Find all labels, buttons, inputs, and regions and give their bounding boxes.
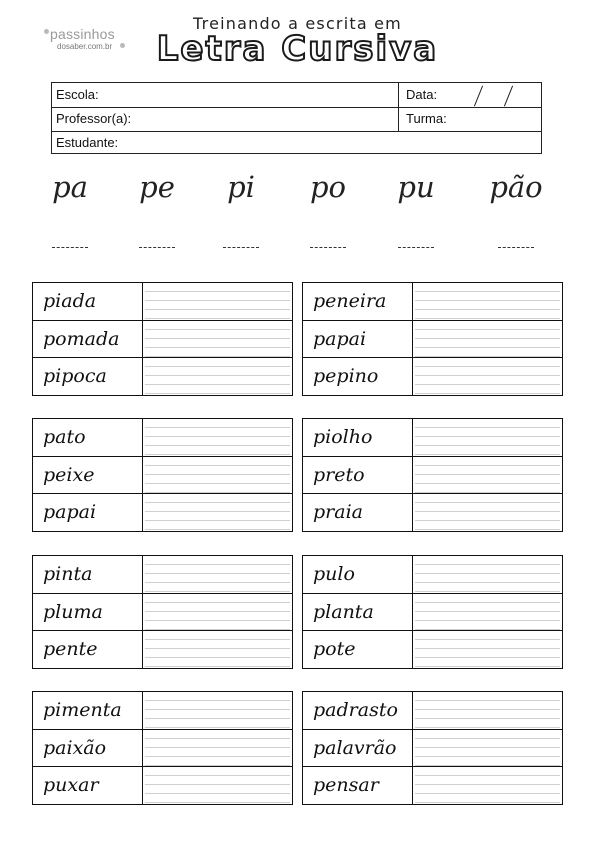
- syllable: pi: [227, 170, 255, 204]
- word-label: pinta: [33, 556, 143, 593]
- word-label: piolho: [303, 419, 413, 456]
- word-row: [303, 456, 562, 494]
- syllable-row: [0, 170, 595, 220]
- word-label: pote: [303, 631, 413, 668]
- date-label: Data:: [406, 87, 438, 102]
- word-label: papai: [303, 321, 413, 358]
- writing-lines[interactable]: [145, 594, 290, 631]
- word-row: [303, 692, 562, 729]
- word-row: [33, 493, 292, 531]
- word-box: [302, 555, 563, 669]
- writing-lines[interactable]: [145, 494, 290, 531]
- writing-lines[interactable]: [145, 692, 290, 729]
- info-row-school: [52, 83, 541, 108]
- word-label: peixe: [33, 457, 143, 494]
- page-title: Letra Cursiva: [156, 29, 439, 69]
- writing-lines[interactable]: [145, 321, 290, 358]
- syllable-tracing-line: [52, 247, 88, 248]
- writing-lines[interactable]: [415, 556, 560, 593]
- word-row: [303, 357, 562, 395]
- word-label: pulo: [303, 556, 413, 593]
- syllable-tracing-line: [398, 247, 434, 248]
- word-label: padrasto: [303, 692, 413, 729]
- writing-lines[interactable]: [145, 631, 290, 668]
- word-label: praia: [303, 494, 413, 531]
- info-divider: [398, 83, 399, 131]
- school-label: Escola:: [56, 87, 99, 102]
- syllable-tracing-line: [310, 247, 346, 248]
- writing-lines[interactable]: [415, 594, 560, 631]
- word-label: pensar: [303, 767, 413, 804]
- logo-domain: dosaber.com.br: [57, 42, 113, 51]
- writing-lines[interactable]: [415, 283, 560, 320]
- writing-lines[interactable]: [415, 631, 560, 668]
- class-label: Turma:: [406, 111, 447, 126]
- logo-name: passinhos: [50, 26, 115, 42]
- writing-lines[interactable]: [415, 730, 560, 767]
- word-box: [302, 282, 563, 396]
- word-label: pipoca: [33, 358, 143, 395]
- word-row: [303, 556, 562, 593]
- word-row: [33, 692, 292, 729]
- logo: [44, 26, 130, 56]
- writing-lines[interactable]: [145, 730, 290, 767]
- syllable-tracing-line: [223, 247, 259, 248]
- word-box: [302, 418, 563, 532]
- word-label: paixão: [33, 730, 143, 767]
- writing-lines[interactable]: [145, 358, 290, 395]
- word-box: [32, 418, 293, 532]
- syllable: pe: [139, 170, 175, 204]
- word-row: [33, 283, 292, 320]
- logo-dot: [44, 29, 49, 34]
- word-label: puxar: [33, 767, 143, 804]
- word-label: pato: [33, 419, 143, 456]
- writing-lines[interactable]: [145, 767, 290, 804]
- word-row: [303, 729, 562, 767]
- syllable-tracing-line: [139, 247, 175, 248]
- word-row: [33, 556, 292, 593]
- word-label: pimenta: [33, 692, 143, 729]
- info-row-student: [52, 131, 541, 155]
- teacher-label: Professor(a):: [56, 111, 132, 126]
- title-top: Treinando a escrita em: [193, 14, 402, 33]
- student-label: Estudante:: [56, 135, 119, 150]
- word-row: [303, 766, 562, 804]
- writing-lines[interactable]: [145, 419, 290, 456]
- writing-lines[interactable]: [415, 494, 560, 531]
- word-row: [33, 419, 292, 456]
- student-info-table: [51, 82, 542, 154]
- writing-lines[interactable]: [145, 556, 290, 593]
- word-row: [33, 729, 292, 767]
- writing-lines[interactable]: [415, 321, 560, 358]
- word-label: papai: [33, 494, 143, 531]
- info-row-teacher: [52, 107, 541, 132]
- word-label: peneira: [303, 283, 413, 320]
- word-row: [33, 357, 292, 395]
- word-row: [303, 593, 562, 631]
- word-row: [33, 630, 292, 668]
- word-box: [32, 282, 293, 396]
- word-label: preto: [303, 457, 413, 494]
- word-row: [303, 630, 562, 668]
- word-row: [303, 419, 562, 456]
- word-label: pente: [33, 631, 143, 668]
- word-box: [302, 691, 563, 805]
- word-box: [32, 691, 293, 805]
- word-label: piada: [33, 283, 143, 320]
- word-label: pomada: [33, 321, 143, 358]
- word-box: [32, 555, 293, 669]
- writing-lines[interactable]: [415, 457, 560, 494]
- logo-dot: [120, 43, 125, 48]
- word-row: [303, 283, 562, 320]
- syllable: pa: [52, 170, 88, 204]
- word-label: pluma: [33, 594, 143, 631]
- word-row: [303, 320, 562, 358]
- writing-lines[interactable]: [415, 358, 560, 395]
- writing-lines[interactable]: [415, 767, 560, 804]
- syllable: pu: [397, 170, 435, 204]
- date-separator: [504, 86, 513, 107]
- word-row: [33, 766, 292, 804]
- word-row: [33, 320, 292, 358]
- word-label: palavrão: [303, 730, 413, 767]
- word-label: planta: [303, 594, 413, 631]
- date-separator: [474, 86, 483, 107]
- syllable-tracing-line: [498, 247, 534, 248]
- word-row: [33, 456, 292, 494]
- syllable: po: [309, 170, 347, 204]
- word-row: [33, 593, 292, 631]
- writing-lines[interactable]: [415, 419, 560, 456]
- writing-lines[interactable]: [145, 283, 290, 320]
- writing-lines[interactable]: [145, 457, 290, 494]
- writing-lines[interactable]: [415, 692, 560, 729]
- word-label: pepino: [303, 358, 413, 395]
- syllable: pão: [489, 170, 543, 204]
- word-row: [303, 493, 562, 531]
